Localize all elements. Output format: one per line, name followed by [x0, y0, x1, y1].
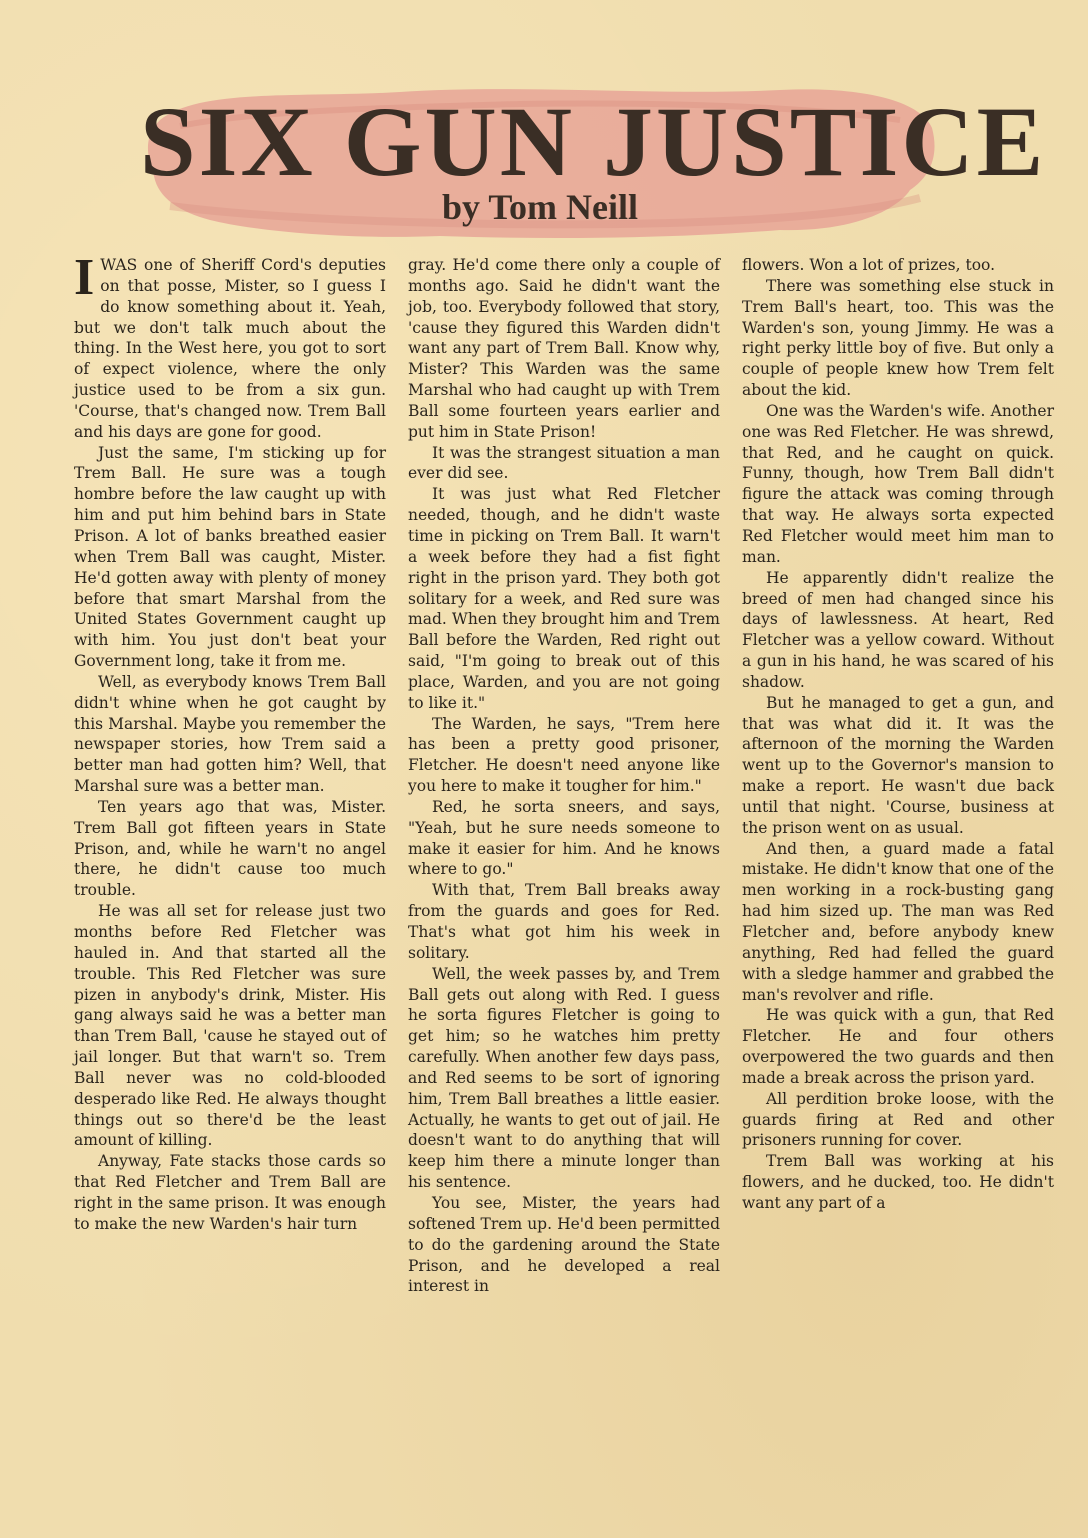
paragraph: But he managed to get a gun, and that was what did it. It was the afternoon of the morning the Warden went up to the Governor's mansion to make a report. He wasn't due back until that night. 'Course, business at the prison went on as usual. — [742, 693, 1054, 837]
paragraph: It was just what Red Fletcher needed, though, and he didn't waste time in picking on Trem Ball. It warn't a week before they had a fist fight right in the prison yard. They both got solitary for a week, and Red sure was mad. When they brought him and Trem Ball before the Warden, Red right out said, "I'm going to break out of this place, Warden, and you are not going to like it." — [408, 485, 720, 712]
paragraph: He was all set for release just two months before Red Fletcher was hauled in. And that started all the trouble. This Red Fletcher was sure pizen in anybody's drink, Mister. His gang always said he was a better man than Trem Ball, 'cause he stayed out of jail longer. But that warn't so. Trem Ball never was no cold-blooded desperado like Red. He always thought things out so there'd be the least amount of killing. — [74, 902, 386, 1150]
paragraph: The Warden, he says, "Trem here has been a pretty good prisoner, Fletcher. He doesn't need anyone like you here to make it tougher for him." — [408, 714, 720, 796]
paragraph: Just the same, I'm sticking up for Trem Ball. He sure was a tough hombre before the law caught up with him and put him behind bars in State Prison. A lot of banks breathed easier when Trem Ball was caught, Mister. He'd gotten away with plenty of money before that smart Marshal from the United States Government caught up with him. You just don't beat your Government long, take it from me. — [74, 443, 386, 671]
story-title: SIX GUN JUSTICE — [140, 86, 1047, 197]
paragraph: And then, a guard made a fatal mistake. He didn't know that one of the men working in a rock-busting gang had him sized up. The man was Red Fletcher and, before anybody knew anything, Red had felled the guard with a sledge hammer and grabbed the man's revolver and rifle. — [742, 839, 1054, 1004]
article-body — [74, 249, 1054, 1455]
title-banner — [140, 80, 1047, 250]
paragraph: Anyway, Fate stacks those cards so that Red Fletcher and Trem Ball are right in the same prison. It was enough to make the new Warden's hair turn — [74, 1152, 386, 1233]
paragraph: Well, the week passes by, and Trem Ball gets out along with Red. I guess he sorta figures Fletcher is going to get him; so he watches him pretty carefully. When another few days pass, and Red seems to be sort of ignoring him, Trem Ball breathes a little easier. Actually, he wants to get out of jail. He doesn't want to do anything that will keep him there a minute longer than his sentence. — [408, 964, 720, 1192]
article-column-1 — [74, 249, 386, 1455]
paragraph: Well, as everybody knows Trem Ball didn't whine when he got caught by this Marshal. Maybe you remember the newspaper stories, how Trem said a better man had gotten him? Well, that Marshal sure was a better man. — [74, 672, 386, 796]
paragraph: flowers. Won a lot of prizes, too. — [742, 256, 996, 274]
paragraph: With that, Trem Ball breaks away from the guards and goes for Red. That's what got him his week in solitary. — [408, 881, 720, 962]
paragraph: All perdition broke loose, with the guards firing at Red and other prisoners running for cover. — [742, 1089, 1054, 1150]
paragraph: Red, he sorta sneers, and says, "Yeah, but he sure needs someone to make it easier for him. And he knows where to go." — [408, 797, 720, 879]
paragraph: One was the Warden's wife. Another one was Red Fletcher. He was shrewd, that Red, and he caught on quick. Funny, though, how Trem Ball didn't figure the attack was coming through that way. He always sorta expected Red Fletcher would meet him man to man. — [742, 401, 1054, 566]
drop-cap: I — [74, 249, 95, 306]
story-byline: by Tom Neill — [441, 187, 639, 227]
paragraph: He apparently didn't realize the breed of men had changed since his days of lawlessness. At heart, Red Fletcher was a yellow coward. Without a gun in his hand, he was scared of his shadow. — [742, 568, 1054, 691]
paragraph: Ten years ago that was, Mister. Trem Ball got fifteen years in State Prison, and, while he warn't no angel there, he didn't cause too much trouble. — [74, 797, 386, 900]
paragraph: IWAS one of Sheriff Cord's deputies on that posse, Mister, so I guess I do know something about it. Yeah, but we don't talk much about the thing. In the West here, you got to sort of expect violence, where the only justice used to be from a six gun. 'Course, that's changed now. Trem Ball and his days are gone for good. — [74, 249, 386, 441]
article-column-3 — [742, 255, 1054, 1455]
paragraph: It was the strangest situation a man ever did see. — [408, 443, 720, 483]
article-column-2 — [408, 255, 720, 1455]
paragraph: Trem Ball was working at his flowers, and he ducked, too. He didn't want any part of a — [742, 1152, 1054, 1212]
paragraph: There was something else stuck in Trem Ball's heart, too. This was the Warden's son, young Jimmy. He was a right perky little boy of five. But only a couple of people knew how Trem felt about the kid. — [742, 276, 1054, 400]
paragraph: He was quick with a gun, that Red Fletcher. He and four others overpowered the two guards and then made a break across the prison yard. — [742, 1006, 1054, 1087]
paragraph: You see, Mister, the years had softened Trem up. He'd been permitted to do the gardening around the State Prison, and he developed a real interest in — [408, 1193, 720, 1296]
paragraph: gray. He'd come there only a couple of months ago. Said he didn't want the job, too. Everybody followed that story, 'cause they figured this Warden didn't want any part of Trem Ball. Know why, Mister? This Warden was the same Marshal who had caught up with Trem Ball some fourteen years earlier and put him in State Prison! — [408, 256, 720, 441]
